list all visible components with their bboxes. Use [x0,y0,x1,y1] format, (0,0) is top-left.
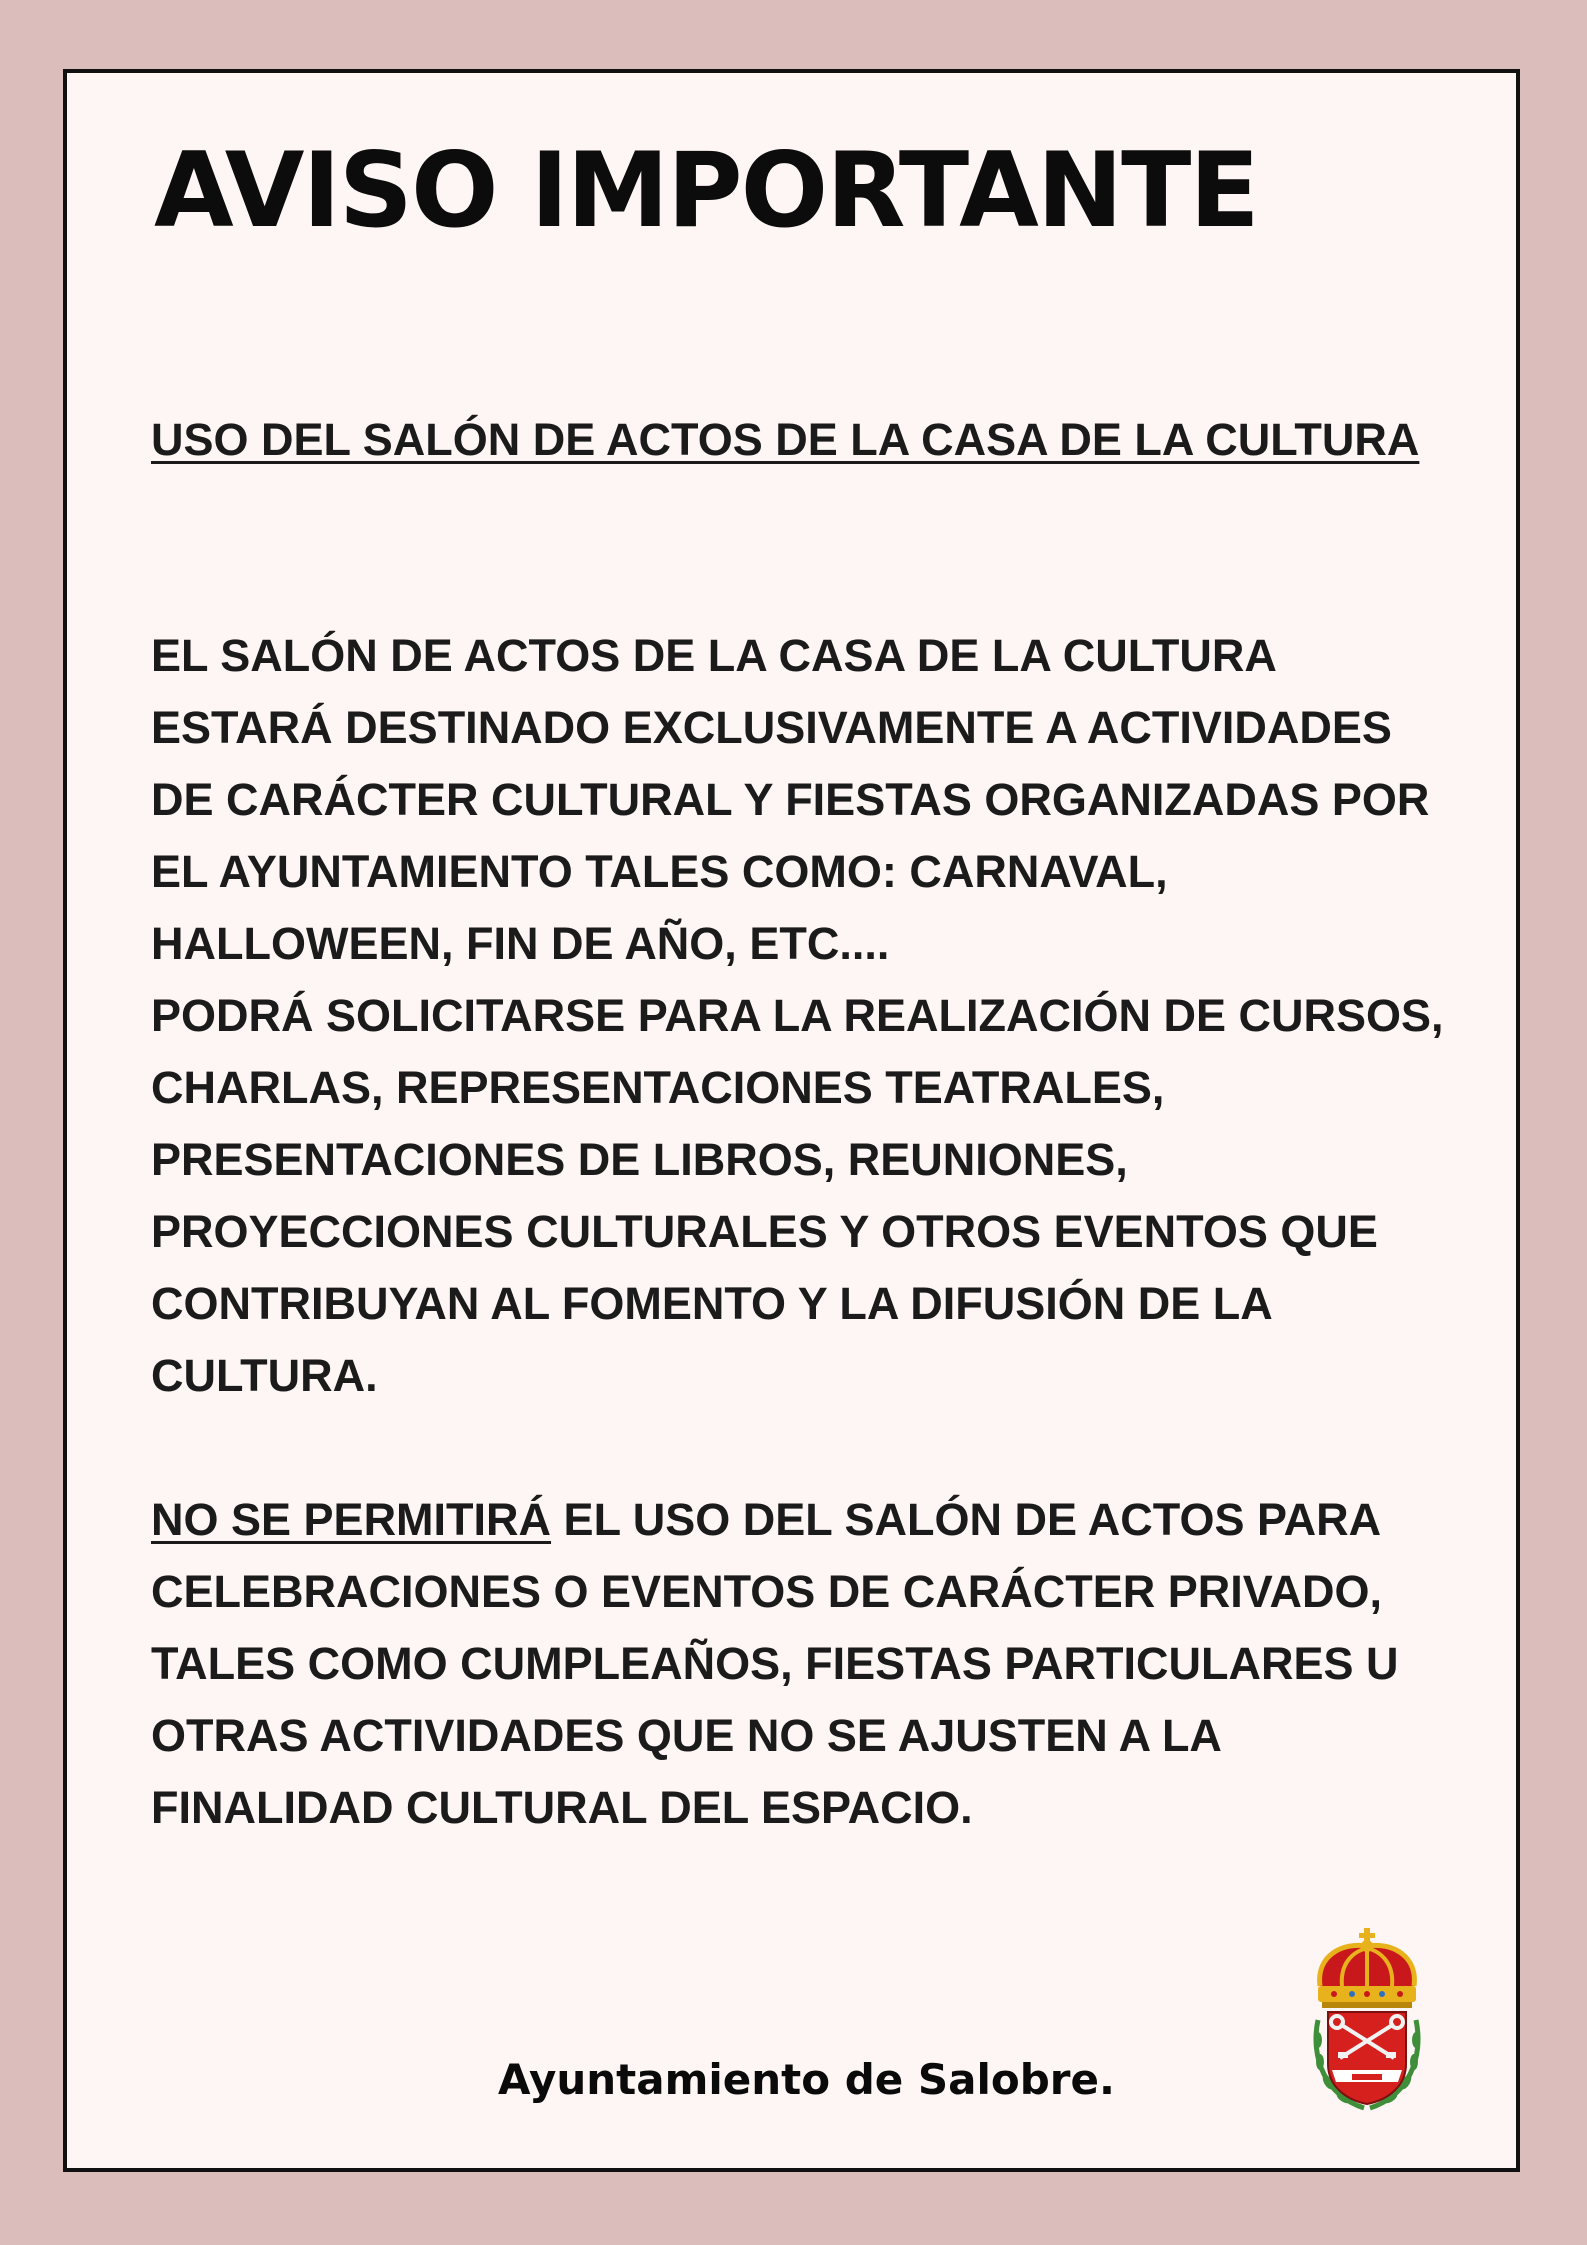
notice-body [151,404,1461,1844]
signature: Ayuntamiento de Salobre. [498,2055,1115,2104]
paragraph-purpose: EL SALÓN DE ACTOS DE LA CASA DE LA CULTURA ESTARÁ DESTINADO EXCLUSIVAMENTE A ACTIVIDADES DE CARÁCTER CULTURAL Y FIESTAS ORGANIZADAS POR EL AYUNTAMIENTO TALES COMO: CARNAVAL, HALLOWEEN, FIN DE AÑO, ETC.... [151,630,1430,969]
spacer [151,548,1461,620]
restriction-emphasis: NO SE PERMITIRÁ [151,1494,552,1545]
paragraph-restrictions [151,1484,1461,1844]
paragraph-requests: PODRÁ SOLICITARSE PARA LA REALIZACIÓN DE CURSOS, CHARLAS, REPRESENTACIONES TEATRALES, PRESENTACIONES DE LIBROS, REUNIONES, PROYECCIONES CULTURALES Y OTROS EVENTOS QUE CONTRIBUYAN AL FOMENTO Y LA DIFUSIÓN DE LA CULTURA. [151,990,1444,1401]
restriction-text: EL USO DEL SALÓN DE ACTOS PARA CELEBRACIONES O EVENTOS DE CARÁCTER PRIVADO, TALES COMO CUMPLEAÑOS, FIESTAS PARTICULARES U OTRAS ACTIVIDADES QUE NO SE AJUSTEN A LA FINALIDAD CULTURAL DEL ESPACIO. [151,1494,1399,1833]
spacer [151,1412,1461,1484]
coat-of-arms-icon [1312,1928,1422,2116]
section-heading: USO DEL SALÓN DE ACTOS DE LA CASA DE LA CULTURA [151,414,1420,465]
notice-title: AVISO IMPORTANTE [154,131,1258,251]
